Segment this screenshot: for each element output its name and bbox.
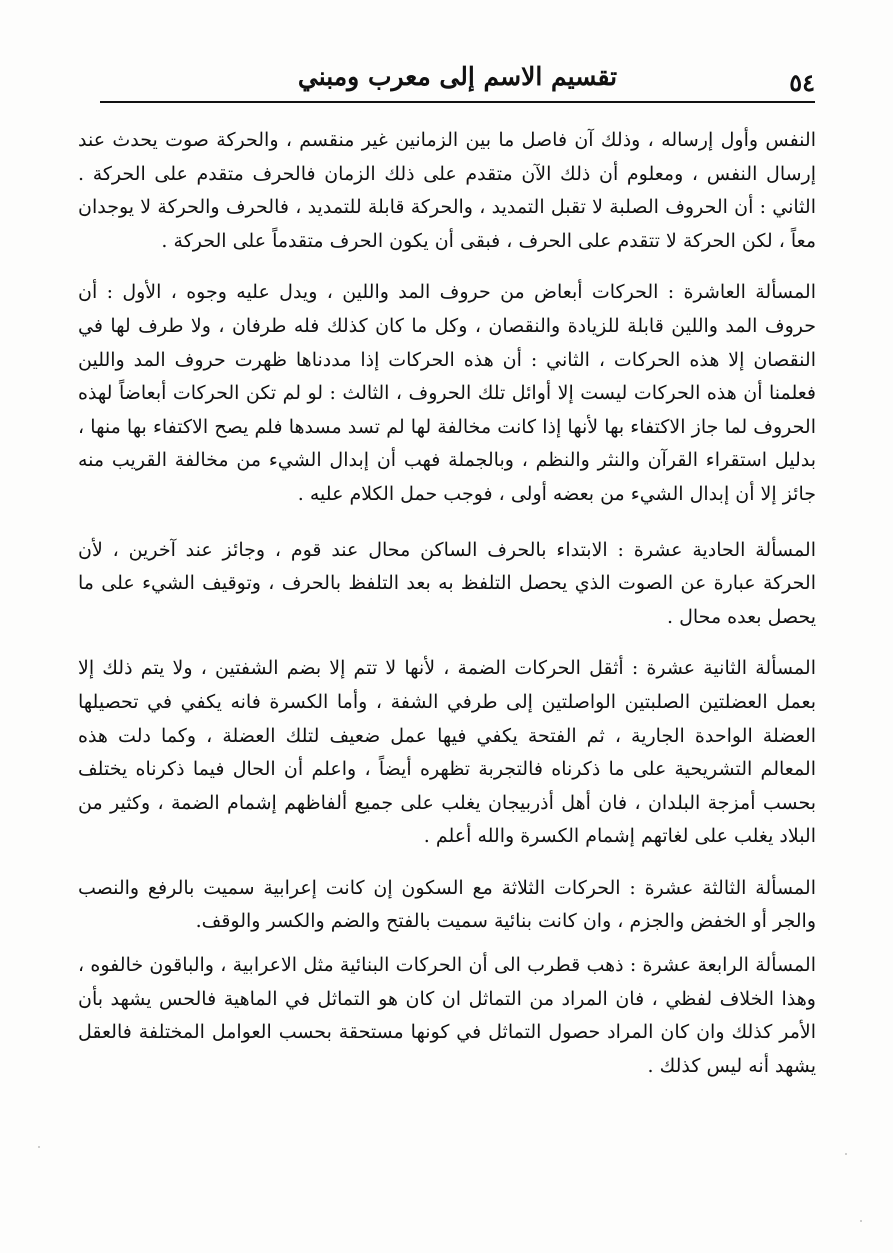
- running-title: تقسيم الاسم إلى معرب ومبني: [297, 62, 618, 91]
- paragraph-issue-14: المسألة الرابعة عشرة : ذهب قطرب الى أن الحركات البنائية مثل الاعرابية ، والباقون خالفوه ، وهذا الخلاف لفظي ، فان المراد من التماثل ان كان هو التماثل في الماهية فالحس يشهد بأن الأمر كذلك وان كان المراد حصول التماثل في كونها مستحقة بحسب العوامل المختلفة فالعقل يشهد أنه ليس كذلك .: [78, 954, 816, 1077]
- paragraph-issue-12: المسألة الثانية عشرة : أثقل الحركات الضمة ، لأنها لا تتم إلا بضم الشفتين ، ولا يتم ذلك إلا بعمل العضلتين الصلبتين الواصلتين إلى طرفي الشفة ، وأما الكسرة فانه يكفي في تحصيلها العضلة الواحدة الجارية ، ثم الفتحة يكفي فيها عمل ضعيف لتلك العضلة ، وكما دلت هذه المعالم التشريحية على ما ذكرناه فالتجربة تظهره أيضاً ، واعلم أن الحال فيما ذكرناه يختلف بحسب أمزجة البلدان ، فان أهل أذربيجان يغلب على جميع ألفاظهم إشمام الضمة ، وكثير من البلاد يغلب على لغاتهم إشمام الكسرة والله أعلم .: [78, 657, 816, 848]
- header-rule: [100, 101, 815, 103]
- paragraph-gap: [78, 854, 816, 872]
- paragraph-issue-13: المسألة الثالثة عشرة : الحركات الثلاثة مع السكون إن كانت إعرابية سميت بالرفع والنصب والجر أو الخفض والجزم ، وان كانت بنائية سميت بالفتح والضم والكسر والوقف.: [78, 876, 816, 933]
- paragraph-issue-10: المسألة العاشرة : الحركات أبعاض من حروف المد واللين ، ويدل عليه وجوه ، الأول : أن حروف المد واللين قابلة للزيادة والنقصان ، وكل ما كان كذلك فله طرفان ، ولا طرف لها في النقصان إلا هذه الحركات ، الثاني : أن هذه الحركات إذا مددناها ظهرت حروف المد واللين فعلمنا أن هذه الحركات ليست إلا أوائل تلك الحروف ، الثالث : لو لم تكن الحركات أبعاضاً لهذه الحروف لما جاز الاكتفاء بها لأنها إذا كانت مخالفة لها لم تسد مسدها فلم يصح الاكتفاء بها منها ، بدليل استقراء القرآن والنثر والنظم ، وبالجملة فهب أن إبدال الشيء من مخالفة القريب منه جائز إلا أن إبدال الشيء من بعضه أولى ، فوجب حمل الكلام عليه .: [78, 281, 816, 505]
- paragraph-gap: [78, 512, 816, 534]
- page-number: ٥٤: [789, 68, 815, 97]
- paragraph-gap: [78, 634, 816, 652]
- paragraph-issue-11: المسألة الحادية عشرة : الابتداء بالحرف الساكن محال عند قوم ، وجائز عند آخرين ، لأن الحركة عبارة عن الصوت الذي يحصل التلفظ به بعد التلفظ بالحرف ، وتوقيف الشيء على ما يحصل بعده محال .: [78, 538, 816, 628]
- paragraph-gap: [78, 939, 816, 949]
- page-body: [78, 124, 816, 1083]
- paragraph-gap: [78, 258, 816, 276]
- page-header: [100, 55, 815, 97]
- paragraph-continuation: النفس وأول إرساله ، وذلك آن فاصل ما بين الزمانين غير منقسم ، والحركة صوت يحدث عند إرسال النفس ، ومعلوم أن ذلك الآن متقدم على ذلك الزمان فالحرف متقدم على الحركة . الثاني : أن الحروف الصلبة لا تقبل التمديد ، والحركة قابلة للتمديد ، فالحرف والحركة لا يوجدان معاً ، لكن الحركة لا تتقدم على الحرف ، فبقى أن يكون الحرف متقدماً على الحركة .: [78, 129, 816, 252]
- scan-speck: [38, 1146, 40, 1148]
- scan-speck: [845, 1153, 847, 1155]
- scan-speck: [860, 1220, 862, 1222]
